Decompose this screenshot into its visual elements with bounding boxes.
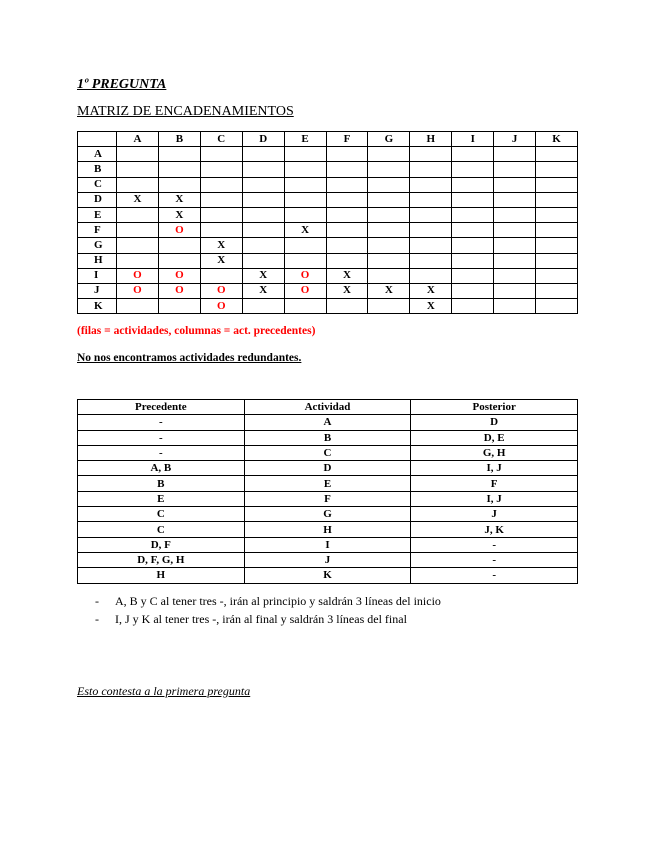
matrix-row — [78, 238, 578, 253]
matrix-cell — [200, 162, 242, 177]
matrix-cell — [452, 268, 494, 283]
matrix-cell: X — [410, 299, 452, 314]
matrix-cell — [494, 223, 536, 238]
matrix-cell: O — [158, 223, 200, 238]
matrix-cell — [200, 223, 242, 238]
matrix-cell: O — [284, 283, 326, 298]
matrix-cell — [494, 253, 536, 268]
matrix-cell: X — [410, 283, 452, 298]
precedence-row — [78, 445, 578, 460]
matrix-cell — [326, 299, 368, 314]
matrix-row-header: B — [78, 162, 117, 177]
matrix-cell: O — [200, 299, 242, 314]
matrix-cell — [284, 238, 326, 253]
matrix-cell: X — [242, 268, 284, 283]
matrix-cell — [494, 283, 536, 298]
matrix-cell — [326, 192, 368, 207]
matrix-row-header: I — [78, 268, 117, 283]
matrix-cell: X — [242, 283, 284, 298]
matrix-cell — [536, 162, 578, 177]
matrix-cell: X — [117, 192, 159, 207]
precedence-row — [78, 507, 578, 522]
matrix-cell — [158, 162, 200, 177]
matrix-cell — [117, 147, 159, 162]
matrix-column-header: E — [284, 132, 326, 147]
matrix-cell — [242, 238, 284, 253]
precedence-row — [78, 537, 578, 552]
matrix-column-header: G — [368, 132, 410, 147]
matrix-cell — [117, 207, 159, 222]
matrix-cell — [410, 192, 452, 207]
matrix-column-header: H — [410, 132, 452, 147]
matrix-cell — [158, 147, 200, 162]
matrix-cell — [494, 207, 536, 222]
precedence-cell: - — [78, 415, 245, 430]
matrix-cell — [158, 299, 200, 314]
precedence-cell: F — [411, 476, 578, 491]
matrix-cell — [284, 299, 326, 314]
precedence-cell: C — [78, 522, 245, 537]
precedence-cell: K — [244, 568, 411, 583]
precedence-cell: B — [78, 476, 245, 491]
matrix-cell — [494, 268, 536, 283]
precedence-cell: - — [78, 430, 245, 445]
matrix-cell — [452, 238, 494, 253]
matrix-cell — [452, 162, 494, 177]
matrix-cell — [452, 253, 494, 268]
matrix-cell — [536, 253, 578, 268]
matrix-cell — [494, 147, 536, 162]
matrix-cell — [452, 147, 494, 162]
matrix-cell — [200, 147, 242, 162]
precedence-cell: G — [244, 507, 411, 522]
footer-note: Esto contesta a la primera pregunta — [77, 684, 251, 698]
precedence-cell: E — [78, 491, 245, 506]
matrix-row — [78, 162, 578, 177]
matrix-cell — [368, 253, 410, 268]
matrix-cell — [410, 253, 452, 268]
precedence-row — [78, 568, 578, 583]
matrix-cell — [368, 147, 410, 162]
matrix-row — [78, 207, 578, 222]
matrix-cell — [158, 177, 200, 192]
redundancy-note: No nos encontramos actividades redundantes. — [77, 352, 302, 364]
precedence-cell: H — [78, 568, 245, 583]
matrix-row-header: K — [78, 299, 117, 314]
matrix-cell — [117, 299, 159, 314]
matrix-cell: O — [117, 283, 159, 298]
matrix-cell — [200, 207, 242, 222]
matrix-cell: O — [117, 268, 159, 283]
matrix-cell — [284, 192, 326, 207]
matrix-cell — [536, 299, 578, 314]
matrix-cell — [242, 192, 284, 207]
bullet-marker: - — [95, 611, 99, 626]
matrix-cell — [494, 162, 536, 177]
matrix-cell — [200, 192, 242, 207]
matrix-cell — [326, 162, 368, 177]
matrix-cell — [242, 162, 284, 177]
matrix-cell — [536, 223, 578, 238]
matrix-cell — [326, 238, 368, 253]
bullet-text: I, J y K al tener tres -, irán al final y saldrán 3 líneas del final — [115, 611, 407, 626]
bullet-item — [95, 611, 441, 629]
precedence-cell: - — [411, 552, 578, 567]
matrix-cell — [452, 299, 494, 314]
precedence-column-header: Posterior — [411, 400, 578, 415]
matrix-row-header: H — [78, 253, 117, 268]
matrix-cell — [326, 223, 368, 238]
chaining-matrix-table — [77, 131, 578, 314]
matrix-cell — [326, 253, 368, 268]
matrix-cell — [242, 147, 284, 162]
matrix-cell — [410, 268, 452, 283]
matrix-row — [78, 299, 578, 314]
matrix-cell: X — [200, 238, 242, 253]
matrix-cell — [242, 253, 284, 268]
precedence-row — [78, 522, 578, 537]
matrix-cell — [117, 223, 159, 238]
matrix-cell — [410, 162, 452, 177]
matrix-cell — [242, 177, 284, 192]
matrix-column-header: A — [117, 132, 159, 147]
matrix-cell: O — [158, 283, 200, 298]
matrix-cell — [452, 223, 494, 238]
matrix-cell — [494, 299, 536, 314]
precedence-cell: I, J — [411, 491, 578, 506]
precedence-cell: G, H — [411, 445, 578, 460]
matrix-cell: O — [158, 268, 200, 283]
matrix-cell — [117, 253, 159, 268]
matrix-cell: X — [284, 223, 326, 238]
matrix-cell — [326, 207, 368, 222]
matrix-cell — [536, 238, 578, 253]
matrix-cell — [200, 177, 242, 192]
matrix-row-header: A — [78, 147, 117, 162]
matrix-cell — [494, 238, 536, 253]
matrix-cell: X — [326, 283, 368, 298]
matrix-row-header: C — [78, 177, 117, 192]
matrix-cell — [117, 238, 159, 253]
precedence-cell: H — [244, 522, 411, 537]
precedence-column-header: Precedente — [78, 400, 245, 415]
matrix-cell — [494, 192, 536, 207]
precedence-cell: - — [411, 537, 578, 552]
precedence-cell: J — [411, 507, 578, 522]
precedence-row — [78, 552, 578, 567]
matrix-row — [78, 177, 578, 192]
precedence-cell: J, K — [411, 522, 578, 537]
matrix-cell — [284, 177, 326, 192]
matrix-row — [78, 147, 578, 162]
precedence-cell: C — [78, 507, 245, 522]
bullet-text: A, B y C al tener tres -, irán al principio y saldrán 3 líneas del inicio — [115, 594, 441, 608]
matrix-cell — [452, 177, 494, 192]
matrix-cell — [117, 162, 159, 177]
matrix-cell: X — [158, 207, 200, 222]
precedence-cell: D, F — [78, 537, 245, 552]
matrix-cell — [158, 253, 200, 268]
matrix-cell — [368, 268, 410, 283]
matrix-row — [78, 268, 578, 283]
matrix-cell — [494, 177, 536, 192]
precedence-cell: - — [78, 445, 245, 460]
matrix-cell — [536, 268, 578, 283]
matrix-cell — [284, 207, 326, 222]
matrix-cell — [242, 207, 284, 222]
matrix-cell — [536, 147, 578, 162]
matrix-column-header: K — [536, 132, 578, 147]
matrix-column-header: B — [158, 132, 200, 147]
matrix-cell — [536, 177, 578, 192]
precedence-cell: I, J — [411, 461, 578, 476]
matrix-row — [78, 223, 578, 238]
matrix-column-header: J — [494, 132, 536, 147]
bullet-marker: - — [95, 594, 99, 608]
matrix-cell — [536, 283, 578, 298]
matrix-cell — [452, 283, 494, 298]
matrix-header-row — [78, 132, 578, 147]
matrix-corner-cell — [78, 132, 117, 147]
matrix-column-header: F — [326, 132, 368, 147]
precedence-cell: B — [244, 430, 411, 445]
matrix-cell — [410, 207, 452, 222]
matrix-cell — [242, 299, 284, 314]
matrix-cell — [410, 238, 452, 253]
precedence-cell: A, B — [78, 461, 245, 476]
precedence-cell: A — [244, 415, 411, 430]
precedence-row — [78, 461, 578, 476]
matrix-cell: O — [200, 283, 242, 298]
matrix-cell — [326, 147, 368, 162]
precedence-table — [77, 399, 578, 584]
matrix-cell — [410, 147, 452, 162]
matrix-cell — [536, 207, 578, 222]
matrix-row-header: D — [78, 192, 117, 207]
matrix-row — [78, 253, 578, 268]
matrix-cell — [368, 299, 410, 314]
matrix-cell: X — [326, 268, 368, 283]
matrix-row-header: J — [78, 283, 117, 298]
precedence-cell: I — [244, 537, 411, 552]
precedence-cell: - — [411, 568, 578, 583]
precedence-cell: E — [244, 476, 411, 491]
matrix-cell — [158, 238, 200, 253]
matrix-row-header: G — [78, 238, 117, 253]
matrix-cell — [368, 238, 410, 253]
precedence-cell: C — [244, 445, 411, 460]
matrix-cell — [368, 192, 410, 207]
precedence-header-row — [78, 400, 578, 415]
bullet-list — [95, 593, 441, 628]
bullet-item — [95, 593, 441, 611]
matrix-row-header: E — [78, 207, 117, 222]
matrix-cell — [368, 223, 410, 238]
precedence-cell: D — [411, 415, 578, 430]
matrix-cell — [368, 162, 410, 177]
precedence-column-header: Actividad — [244, 400, 411, 415]
matrix-title: MATRIZ DE ENCADENAMIENTOS — [77, 104, 294, 119]
question-heading: 1º PREGUNTA — [77, 77, 167, 92]
matrix-row — [78, 283, 578, 298]
precedence-row — [78, 491, 578, 506]
matrix-cell: O — [284, 268, 326, 283]
matrix-cell — [284, 147, 326, 162]
matrix-column-header: D — [242, 132, 284, 147]
precedence-cell: D, F, G, H — [78, 552, 245, 567]
matrix-column-header: C — [200, 132, 242, 147]
precedence-row — [78, 430, 578, 445]
precedence-cell: F — [244, 491, 411, 506]
matrix-cell: X — [368, 283, 410, 298]
matrix-cell — [368, 207, 410, 222]
precedence-cell: J — [244, 552, 411, 567]
matrix-cell — [200, 268, 242, 283]
matrix-row-header: F — [78, 223, 117, 238]
matrix-cell — [410, 223, 452, 238]
matrix-cell — [117, 177, 159, 192]
matrix-cell — [284, 253, 326, 268]
precedence-cell: D — [244, 461, 411, 476]
matrix-cell — [326, 177, 368, 192]
matrix-cell — [452, 192, 494, 207]
matrix-row — [78, 192, 578, 207]
precedence-row — [78, 415, 578, 430]
matrix-legend-note: (filas = actividades, columnas = act. precedentes) — [77, 325, 316, 337]
precedence-row — [78, 476, 578, 491]
matrix-cell — [410, 177, 452, 192]
matrix-cell: X — [158, 192, 200, 207]
matrix-cell — [242, 223, 284, 238]
matrix-column-header: I — [452, 132, 494, 147]
matrix-cell — [284, 162, 326, 177]
precedence-cell: D, E — [411, 430, 578, 445]
matrix-cell — [452, 207, 494, 222]
matrix-cell — [536, 192, 578, 207]
matrix-cell — [368, 177, 410, 192]
matrix-cell: X — [200, 253, 242, 268]
